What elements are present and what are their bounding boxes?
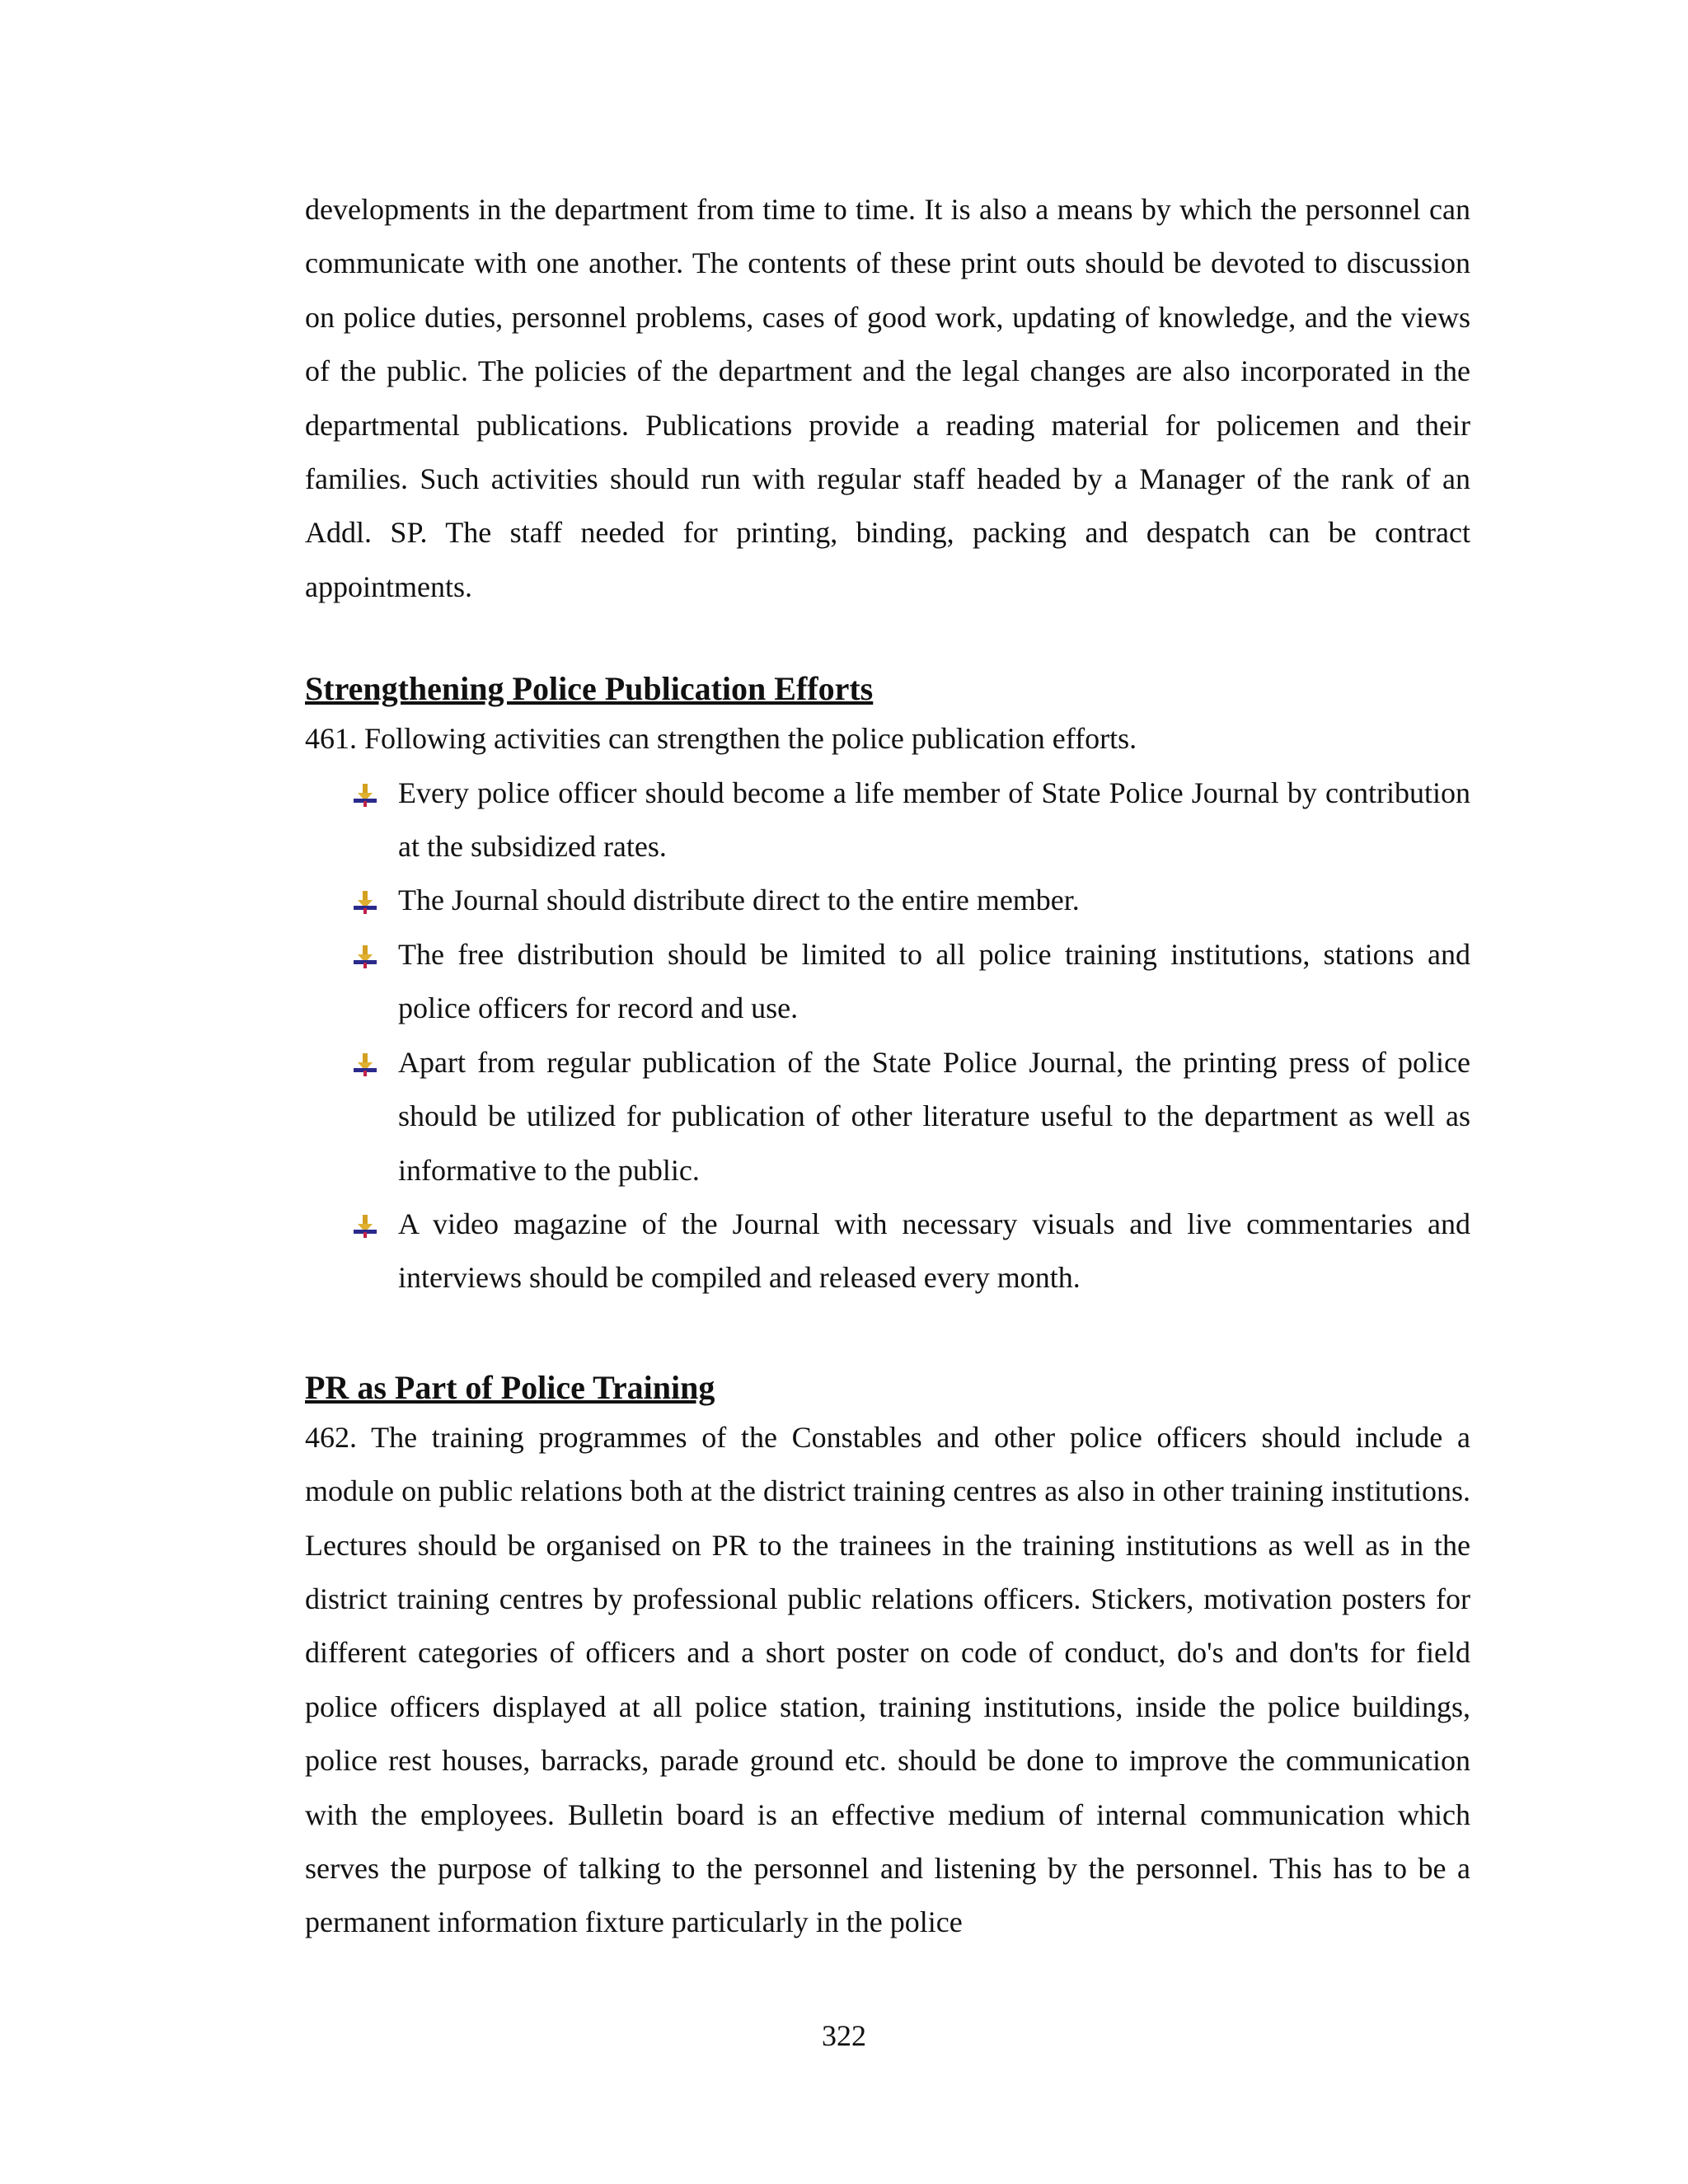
bullet-text: The Journal should distribute direct to the entire member. bbox=[398, 883, 1080, 917]
down-arrow-cross-icon bbox=[353, 890, 377, 915]
section-heading-training: PR as Part of Police Training bbox=[305, 1368, 715, 1406]
bullet-text: The free distribution should be limited to all police training institutions, stations and police officers for record and use. bbox=[398, 937, 1470, 1025]
bullet-text: Apart from regular publication of the State Police Journal, the printing press of police should be utilized for publication of other literature useful to the department as well as informative to the public. bbox=[398, 1045, 1470, 1187]
bullet-text: A video magazine of the Journal with necessary visuals and live commentaries and interviews should be compiled and released every month. bbox=[398, 1207, 1470, 1295]
bullet-list bbox=[305, 766, 1470, 1305]
list-item bbox=[305, 1036, 1470, 1197]
down-arrow-cross-icon bbox=[353, 1214, 377, 1239]
document-page bbox=[305, 183, 1470, 1950]
paragraph-462: 462. The training programmes of the Constables and other police officers should include a module on public relations both at the district training centres as also in other training institutions. Lectures should be organised on PR to the trainees in the training institutions as well as in the district training centres by professional public relations officers. Stickers, motivation posters for different categories of officers and a short poster on code of conduct, do's and don'ts for field police officers displayed at all police station, training institutions, inside the police buildings, police rest houses, barracks, parade ground etc. should be done to improve the communication with the employees. Bulletin board is an effective medium of internal communication which serves the purpose of talking to the personnel and listening by the personnel. This has to be a permanent information fixture particularly in the police bbox=[305, 1420, 1470, 1939]
page-number: 322 bbox=[822, 2019, 866, 2052]
list-item bbox=[305, 1197, 1470, 1305]
intro-paragraph: developments in the department from time to time. It is also a means by which the personnel can communicate with one another. The contents of these print outs should be devoted to discussion on police duties, personnel problems, cases of good work, updating of knowledge, and the views of the public. The policies of the department and the legal changes are also incorporated in the departmental publications. Publications provide a reading material for policemen and their families. Such activities should run with regular staff headed by a Manager of the rank of an Addl. SP. The staff needed for printing, binding, packing and despatch can be contract appointments. bbox=[305, 193, 1470, 603]
down-arrow-cross-icon bbox=[353, 783, 377, 808]
bullet-text: Every police officer should become a life member of State Police Journal by contribution at the subsidized rates. bbox=[398, 776, 1470, 864]
down-arrow-cross-icon bbox=[353, 1052, 377, 1077]
list-item bbox=[305, 766, 1470, 874]
section-heading-publication: Strengthening Police Publication Efforts bbox=[305, 670, 874, 708]
paragraph-461: 461. Following activities can strengthen the police publication efforts. bbox=[305, 722, 1137, 756]
list-item bbox=[305, 928, 1470, 1036]
down-arrow-cross-icon bbox=[353, 944, 377, 969]
list-item bbox=[305, 874, 1470, 927]
